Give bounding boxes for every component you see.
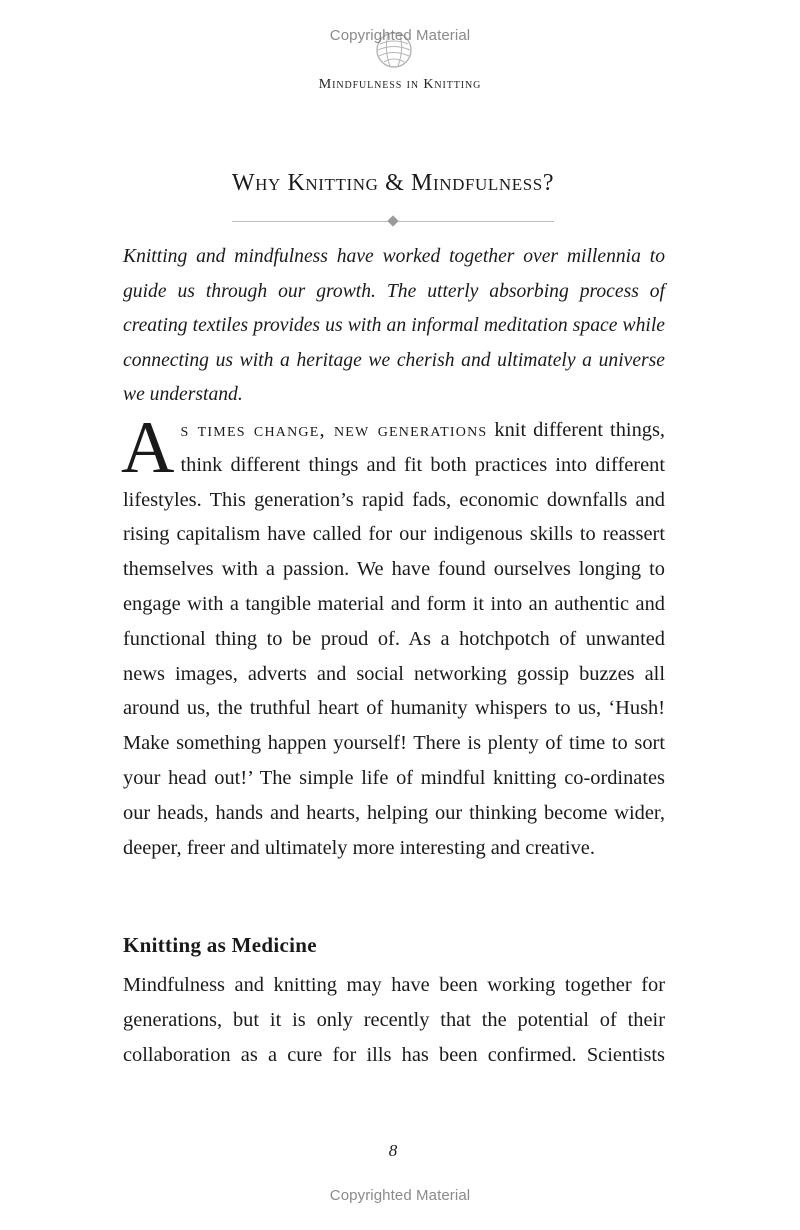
title-divider: [232, 215, 554, 229]
small-caps-lead-in: s times change, new generations: [180, 419, 488, 441]
body-paragraph-2: Mindfulness and knitting may have been working together for generations, but it is only recently that the potential of their collaboration as a cure for ills has been confirmed. Scientists: [123, 974, 665, 1066]
body-paragraph-1: [121, 407, 666, 865]
chapter-title: Why Knitting & Mindfulness?: [231, 170, 555, 196]
intro-paragraph: Knitting and mindfulness have worked together over millennia to guide us through our growth. The utterly absorbing process of creating textiles provides us with an informal meditation space while connecting us with a heritage we cherish and ultimately a universe we understand.: [123, 246, 665, 405]
yarn-ball-icon: [374, 30, 414, 70]
running-head: Mindfulness in Knitting: [318, 77, 482, 92]
copyright-watermark-bottom: Copyrighted Material: [329, 1187, 471, 1204]
paragraph-1-text: knit different things, think different things and fit both practices into different lifestyles. This generation’s rapid fads, economic downfalls and rising capitalism have called for our indigenous skills to reassert themselves with a passion. We have found ourselves longing to engage with a tangible material and form it into an authentic and functional thing to be proud of. As a hotchpotch of unwanted news images, adverts and social networking gossip buzzes all around us, the truthful heart of humanity whispers to us, ‘Hush! Make something happen yourself! There is plenty of time to sort your head out!’ The simple life of mindful knitting co-ordinates our heads, hands and hearts, helping our thinking become wider, deeper, freer and ultimately more interesting and creative.: [123, 419, 666, 859]
drop-cap: A: [121, 407, 175, 489]
page-number: 8: [388, 1141, 398, 1160]
section-heading: Knitting as Medicine: [123, 933, 317, 957]
copyright-watermark-top: Copyrighted Material: [329, 27, 471, 44]
diamond-icon: [387, 215, 398, 226]
